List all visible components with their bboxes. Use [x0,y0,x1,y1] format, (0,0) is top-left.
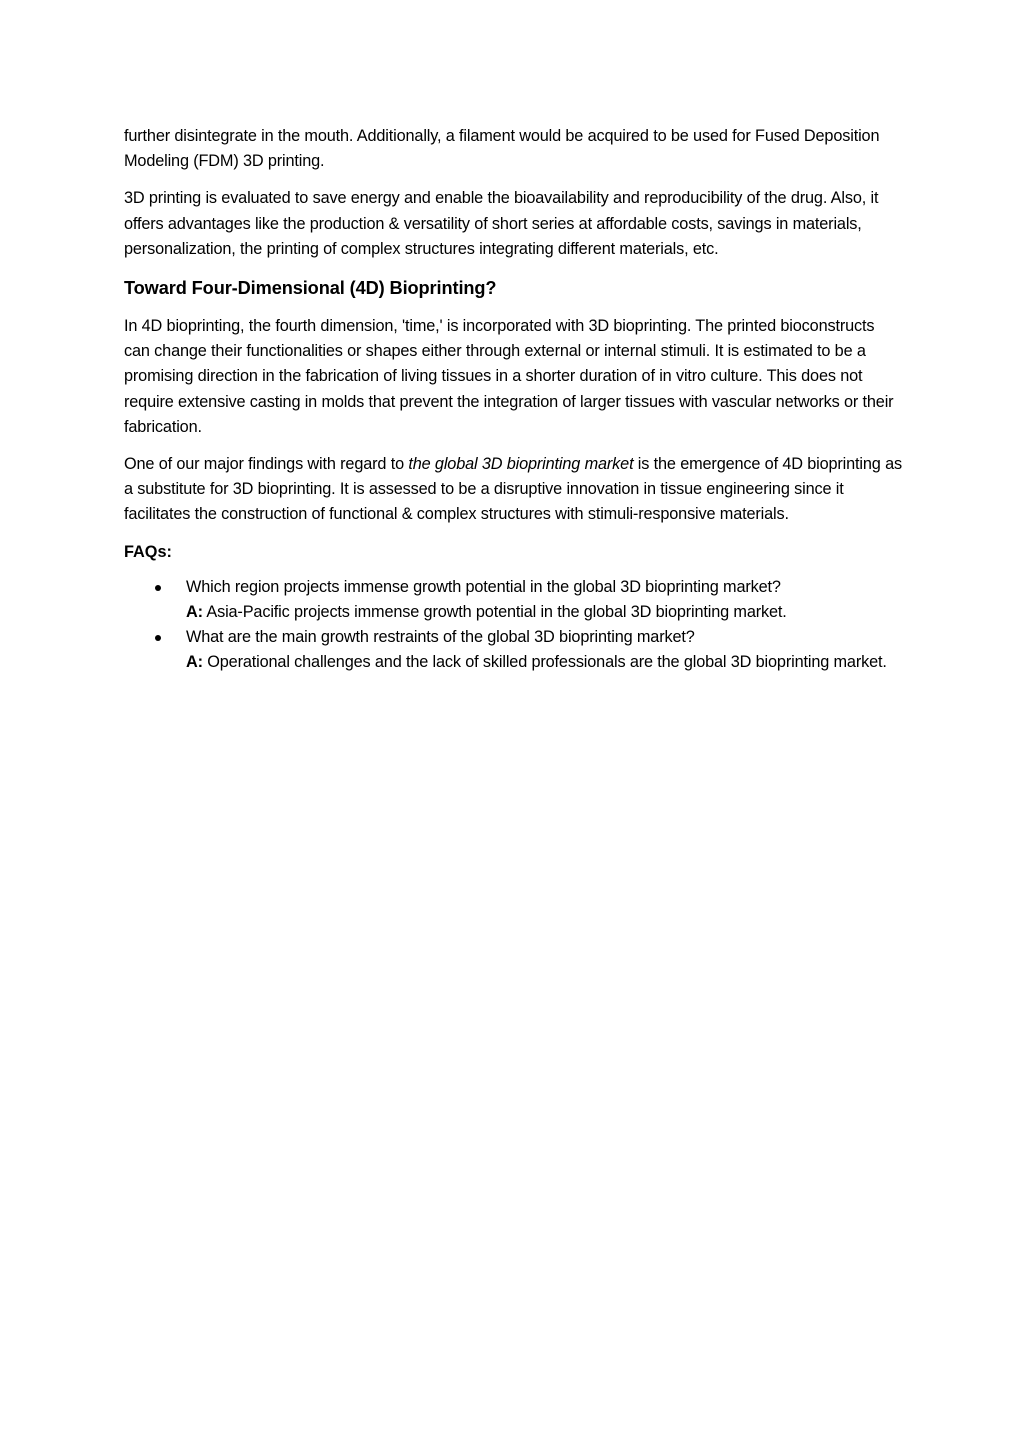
findings-italic-market: the global 3D bioprinting market [408,455,634,474]
section-heading-4d-bioprinting: Toward Four-Dimensional (4D) Bioprinting? [124,278,497,299]
bullet-icon [155,635,161,641]
faq-answer-text: Asia-Pacific projects immense growth potential in the global 3D bioprinting market. [202,603,787,622]
paragraph-4d-definition: In 4D bioprinting, the fourth dimension, 'time,' is incorporated with 3D bioprinting. The printed bioconstructs can change their functionalities or shapes either through external or internal stimuli. It is estimated to be a promising direction in the fabrication of living tissues in a shorter duration of in vitro culture. This does not require extensive casting in molds that prevent the integration of larger tissues with vascular networks or their fabrication. [124,317,894,436]
findings-text-start: One of our major findings with regard to [124,455,409,474]
faq-list [124,575,902,676]
paragraph-fdm: further disintegrate in the mouth. Additionally, a filament would be acquired to be used for Fused Deposition Modeling (FDM) 3D printing. [124,127,880,171]
faq-answer [186,650,902,675]
paragraph-major-findings [124,452,902,528]
faq-answer-prefix: A: [186,603,203,622]
document-page [124,124,902,676]
faq-item [124,625,902,675]
faq-answer-prefix: A: [186,653,203,672]
faq-answer-text: Operational challenges and the lack of skilled professionals are the global 3D bioprinting market. [202,653,887,672]
faq-item [124,575,902,625]
faq-title: FAQs: [124,542,172,561]
findings-text-end: is the emergence of 4D bioprinting as a substitute for 3D bioprinting. It is assessed to be a disruptive innovation in tissue engineering since it facilitates the construction of functional & complex structures with stimuli-responsive materials. [124,455,902,524]
faq-question: What are the main growth restraints of the global 3D bioprinting market? [186,628,695,647]
bullet-icon [155,585,161,591]
paragraph-3d-advantages: 3D printing is evaluated to save energy and enable the bioavailability and reproducibility of the drug. Also, it offers advantages like the production & versatility of short series at affordable costs, savings in materials, personalization, the printing of complex structures integrating different materials, etc. [124,189,879,258]
faq-question: Which region projects immense growth potential in the global 3D bioprinting market? [186,577,781,596]
faq-answer [186,600,902,625]
